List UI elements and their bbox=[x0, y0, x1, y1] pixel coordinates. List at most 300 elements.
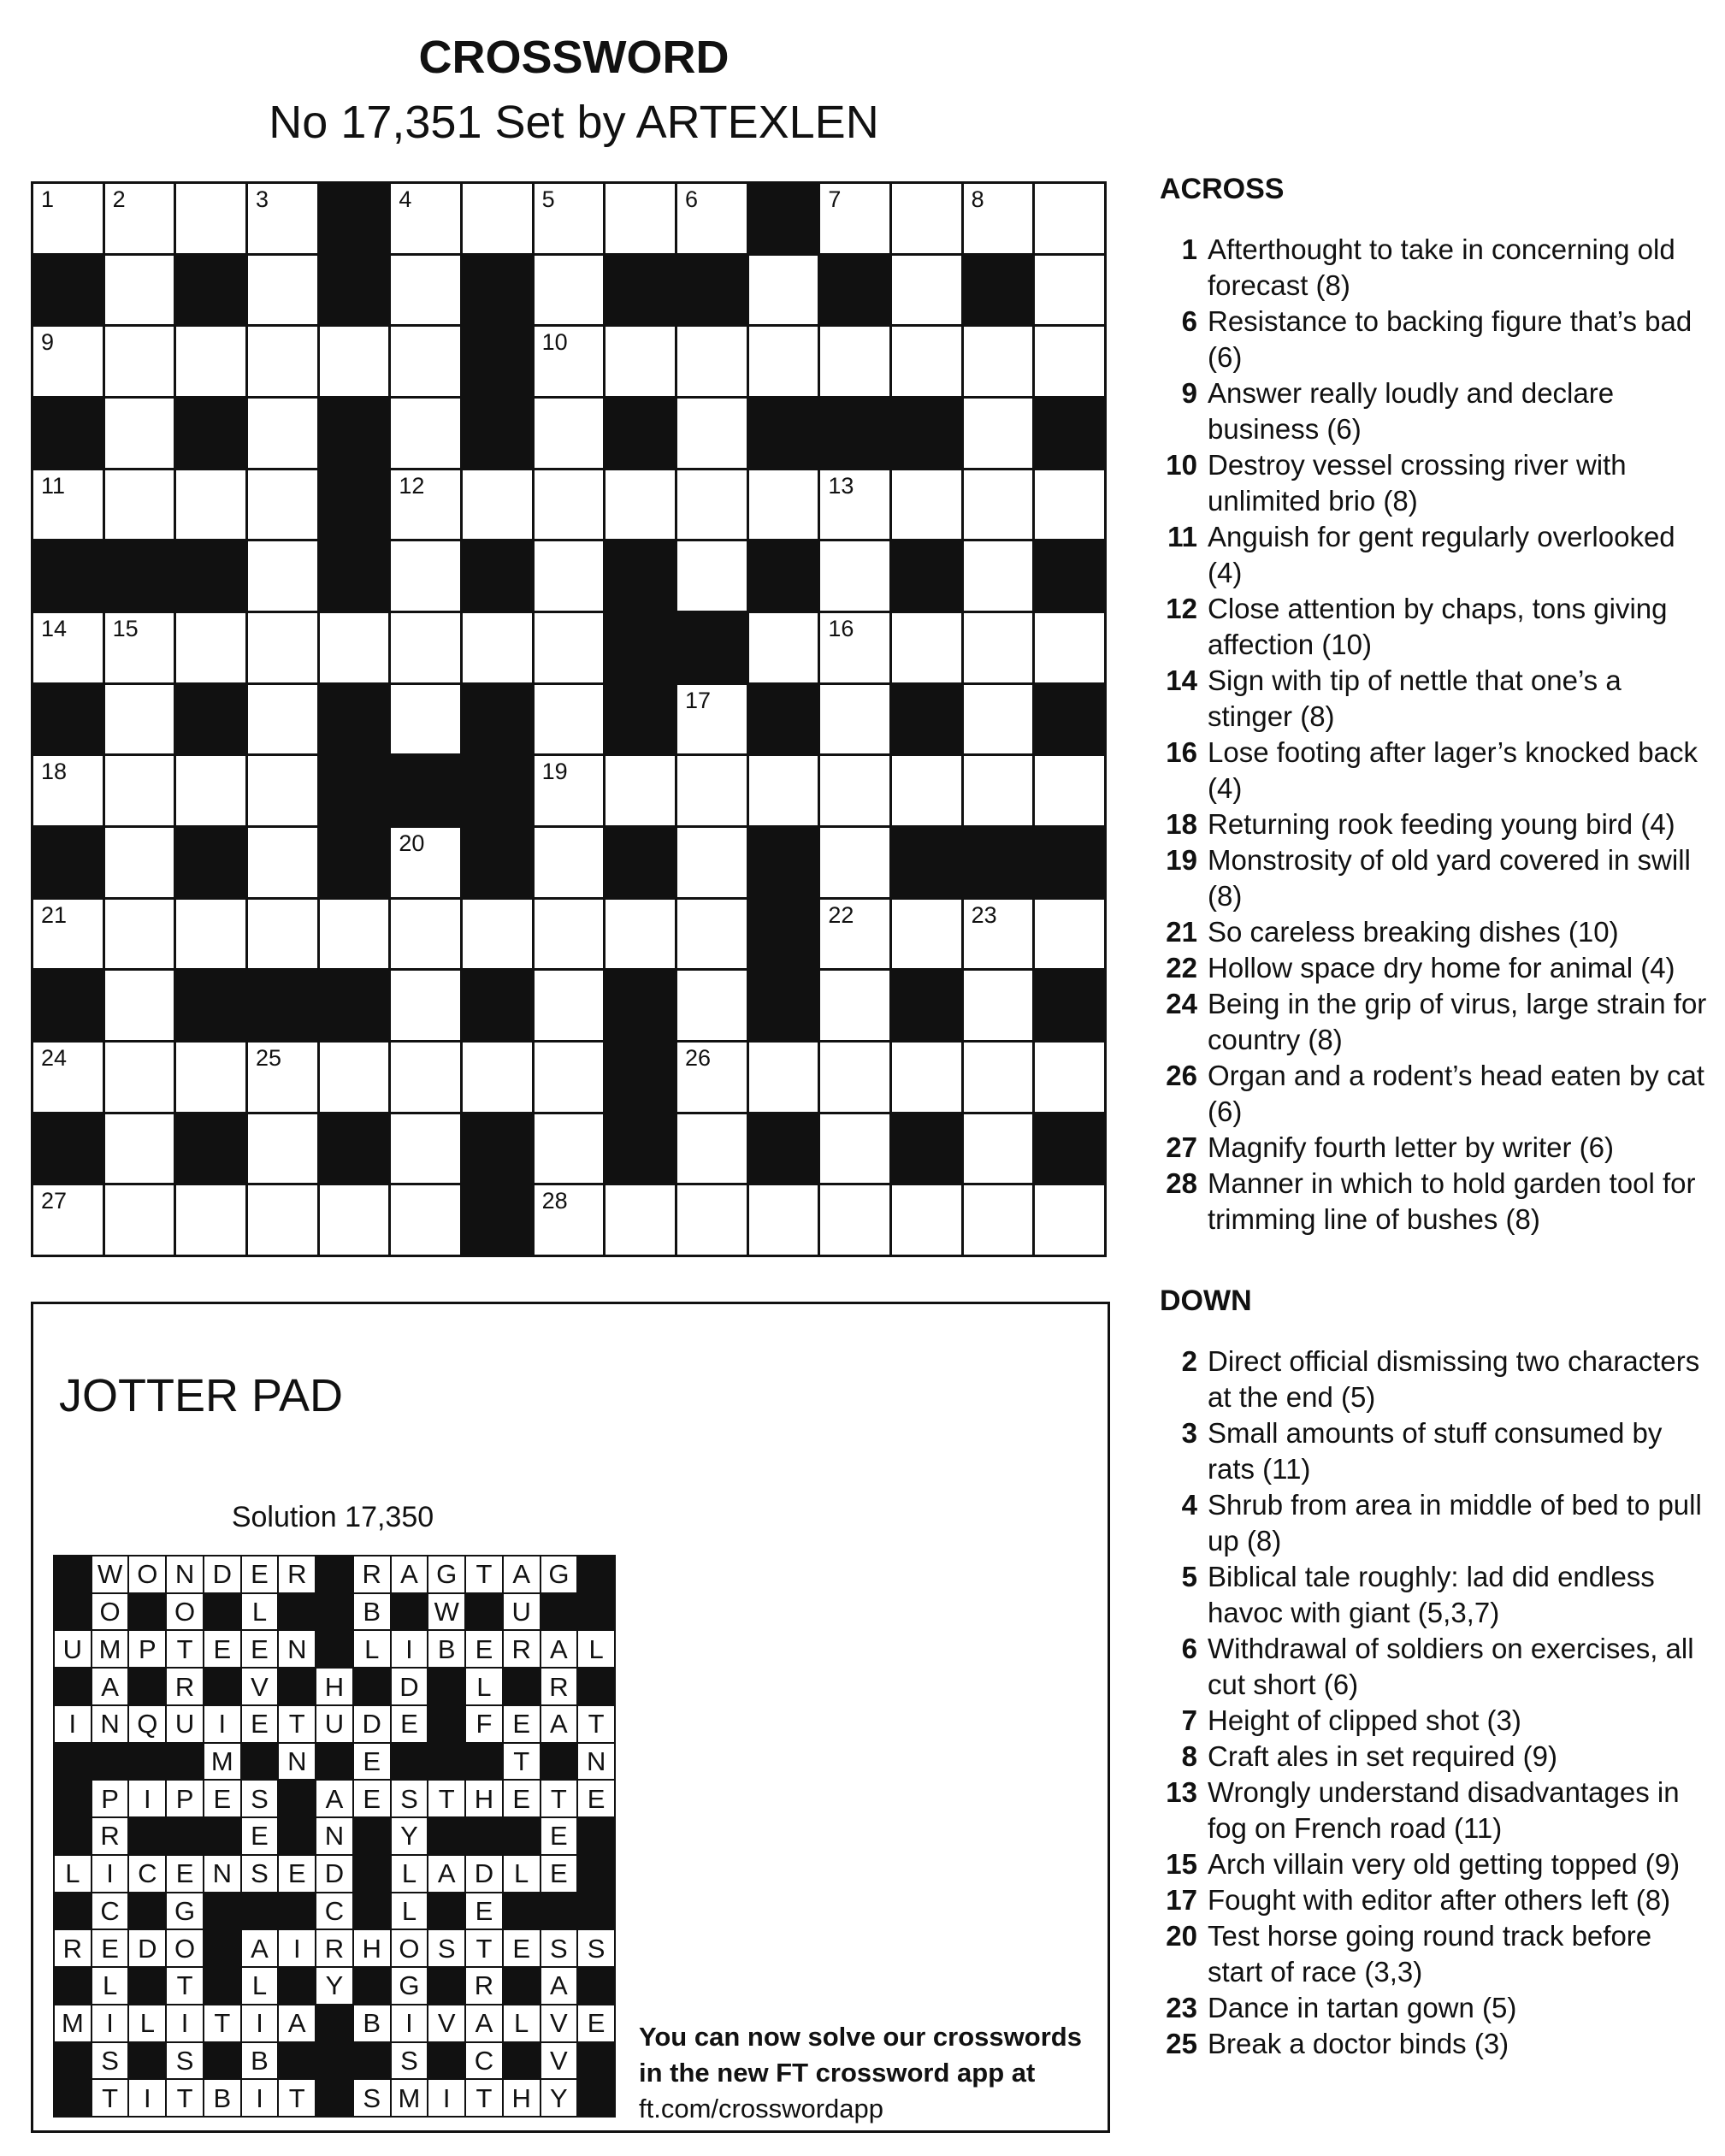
grid-cell[interactable] bbox=[33, 1185, 103, 1255]
grid-cell[interactable] bbox=[820, 828, 889, 897]
solution-block bbox=[354, 1669, 390, 1704]
grid-cell[interactable] bbox=[964, 399, 1033, 468]
grid-cell[interactable] bbox=[820, 541, 889, 611]
across-clue bbox=[1160, 842, 1707, 914]
across-clue bbox=[1160, 806, 1707, 842]
solution-block bbox=[55, 1781, 91, 1816]
grid-cell[interactable] bbox=[892, 327, 961, 396]
grid-cell[interactable] bbox=[964, 1185, 1033, 1255]
clue-number: 13 bbox=[1166, 1776, 1197, 1808]
grid-cell[interactable] bbox=[248, 1114, 317, 1184]
solution-block bbox=[92, 1744, 128, 1780]
clue-number: 7 bbox=[1181, 1704, 1197, 1736]
grid-cell[interactable] bbox=[1035, 256, 1104, 325]
grid-cell[interactable] bbox=[248, 327, 317, 396]
solution-letter: E bbox=[92, 1930, 128, 1966]
solution-block bbox=[204, 1930, 240, 1966]
grid-cell[interactable] bbox=[33, 900, 103, 969]
grid-cell[interactable] bbox=[964, 756, 1033, 825]
grid-cell[interactable] bbox=[892, 900, 961, 969]
grid-cell[interactable] bbox=[677, 327, 747, 396]
grid-cell[interactable] bbox=[677, 184, 747, 253]
grid-cell[interactable] bbox=[320, 900, 389, 969]
grid-cell[interactable] bbox=[176, 1043, 245, 1112]
crossword-title: CROSSWORD bbox=[418, 32, 730, 83]
solution-letter: E bbox=[504, 1781, 540, 1816]
solution-letter: I bbox=[392, 1631, 428, 1667]
solution-block bbox=[578, 2080, 614, 2116]
solution-block bbox=[204, 1594, 240, 1630]
solution-letter: U bbox=[316, 1706, 352, 1742]
solution-block bbox=[541, 1893, 577, 1929]
clue-text: Small amounts of stuff consumed by rats (11) bbox=[1208, 1417, 1663, 1485]
solution-letter: E bbox=[167, 1856, 203, 1892]
solution-block bbox=[428, 1706, 464, 1742]
solution-letter: Q bbox=[129, 1706, 165, 1742]
solution-letter: T bbox=[167, 2080, 203, 2116]
grid-cell[interactable] bbox=[820, 900, 889, 969]
clue-text: Break a doctor binds (3) bbox=[1208, 2028, 1509, 2059]
grid-cell[interactable] bbox=[1035, 327, 1104, 396]
grid-cell[interactable] bbox=[892, 1043, 961, 1112]
grid-cell[interactable] bbox=[964, 470, 1033, 540]
grid-cell[interactable] bbox=[749, 327, 818, 396]
grid-block bbox=[820, 399, 889, 468]
grid-cell[interactable] bbox=[33, 184, 103, 253]
across-clue bbox=[1160, 735, 1707, 806]
solution-block bbox=[428, 1968, 464, 2004]
grid-block bbox=[606, 1043, 675, 1112]
solution-letter: O bbox=[392, 1930, 428, 1966]
grid-cell[interactable] bbox=[391, 184, 460, 253]
solution-block bbox=[504, 1669, 540, 1704]
grid-cell[interactable] bbox=[105, 613, 174, 682]
grid-cell[interactable] bbox=[535, 184, 604, 253]
grid-cell[interactable] bbox=[105, 470, 174, 540]
down-clue bbox=[1160, 1487, 1707, 1559]
grid-cell[interactable] bbox=[749, 256, 818, 325]
grid-cell[interactable] bbox=[1035, 613, 1104, 682]
grid-cell[interactable] bbox=[248, 399, 317, 468]
solution-letter: G bbox=[167, 1893, 203, 1929]
clue-number: 20 bbox=[399, 830, 425, 856]
clue-number: 22 bbox=[828, 901, 854, 928]
grid-block bbox=[176, 1114, 245, 1184]
solution-letter: N bbox=[167, 1556, 203, 1592]
grid-cell[interactable] bbox=[320, 1185, 389, 1255]
solution-letter: C bbox=[129, 1856, 165, 1892]
clue-number: 3 bbox=[255, 186, 269, 212]
solution-block bbox=[129, 1893, 165, 1929]
clue-number: 19 bbox=[1166, 844, 1197, 876]
grid-cell[interactable] bbox=[33, 756, 103, 825]
solution-letter: T bbox=[466, 1930, 502, 1966]
grid-cell[interactable] bbox=[606, 900, 675, 969]
grid-cell[interactable] bbox=[248, 685, 317, 754]
grid-cell[interactable] bbox=[820, 756, 889, 825]
solution-block bbox=[279, 1669, 315, 1704]
clue-number: 17 bbox=[1166, 1884, 1197, 1916]
solution-letter: E bbox=[504, 1706, 540, 1742]
solution-block bbox=[354, 1893, 390, 1929]
grid-block bbox=[606, 685, 675, 754]
solution-letter: I bbox=[167, 2005, 203, 2041]
down-clue bbox=[1160, 1918, 1707, 1990]
grid-cell[interactable] bbox=[105, 828, 174, 897]
solution-letter: R bbox=[279, 1556, 315, 1592]
solution-letter: R bbox=[167, 1669, 203, 1704]
grid-cell[interactable] bbox=[1035, 1043, 1104, 1112]
grid-cell[interactable] bbox=[105, 1114, 174, 1184]
solution-block bbox=[55, 1744, 91, 1780]
grid-cell[interactable] bbox=[749, 756, 818, 825]
clue-number: 12 bbox=[399, 472, 425, 499]
grid-cell[interactable] bbox=[248, 184, 317, 253]
grid-cell[interactable] bbox=[33, 470, 103, 540]
grid-cell[interactable] bbox=[535, 756, 604, 825]
grid-cell[interactable] bbox=[33, 327, 103, 396]
solution-letter: I bbox=[92, 2005, 128, 2041]
solution-letter: V bbox=[242, 1669, 278, 1704]
grid-cell[interactable] bbox=[606, 756, 675, 825]
grid-cell[interactable] bbox=[391, 1043, 460, 1112]
clue-number: 2 bbox=[1181, 1345, 1197, 1377]
grid-cell[interactable] bbox=[606, 184, 675, 253]
grid-cell[interactable] bbox=[535, 470, 604, 540]
clue-number: 15 bbox=[1166, 1848, 1197, 1880]
grid-cell[interactable] bbox=[391, 541, 460, 611]
grid-block bbox=[964, 256, 1033, 325]
solution-letter: L bbox=[92, 1968, 128, 2004]
grid-cell[interactable] bbox=[248, 756, 317, 825]
grid-cell[interactable] bbox=[964, 900, 1033, 969]
grid-cell[interactable] bbox=[391, 470, 460, 540]
solution-letter: R bbox=[92, 1818, 128, 1854]
grid-block bbox=[463, 256, 532, 325]
grid-cell[interactable] bbox=[535, 1114, 604, 1184]
grid-cell[interactable] bbox=[248, 541, 317, 611]
grid-cell[interactable] bbox=[1035, 900, 1104, 969]
solution-block bbox=[279, 1968, 315, 2004]
grid-cell[interactable] bbox=[463, 1043, 532, 1112]
jotter-pad bbox=[31, 1302, 1110, 2133]
solution-letter: I bbox=[279, 1930, 315, 1966]
grid-cell[interactable] bbox=[677, 541, 747, 611]
grid-cell[interactable] bbox=[964, 541, 1033, 611]
grid-cell[interactable] bbox=[535, 399, 604, 468]
grid-cell[interactable] bbox=[248, 1043, 317, 1112]
grid-cell[interactable] bbox=[964, 184, 1033, 253]
solution-letter: A bbox=[541, 1968, 577, 2004]
grid-cell[interactable] bbox=[892, 470, 961, 540]
solution-letter: M bbox=[55, 2005, 91, 2041]
clue-number: 9 bbox=[1181, 377, 1197, 409]
clue-number: 1 bbox=[1181, 233, 1197, 265]
solution-block bbox=[354, 2043, 390, 2079]
grid-cell[interactable] bbox=[677, 1185, 747, 1255]
grid-cell[interactable] bbox=[391, 327, 460, 396]
grid-cell[interactable] bbox=[820, 1043, 889, 1112]
grid-cell[interactable] bbox=[820, 1185, 889, 1255]
solution-block bbox=[55, 1818, 91, 1854]
solution-block bbox=[55, 1893, 91, 1929]
grid-cell[interactable] bbox=[391, 256, 460, 325]
grid-block bbox=[320, 399, 389, 468]
grid-cell[interactable] bbox=[391, 828, 460, 897]
grid-cell[interactable] bbox=[463, 613, 532, 682]
clue-number: 23 bbox=[971, 901, 997, 928]
grid-cell[interactable] bbox=[892, 184, 961, 253]
clue-text: Fought with editor after others left (8) bbox=[1208, 1884, 1671, 1916]
grid-cell[interactable] bbox=[535, 1185, 604, 1255]
clue-number: 25 bbox=[1166, 2028, 1197, 2059]
grid-cell[interactable] bbox=[535, 971, 604, 1040]
grid-cell[interactable] bbox=[535, 1043, 604, 1112]
grid-cell[interactable] bbox=[535, 828, 604, 897]
grid-cell[interactable] bbox=[606, 470, 675, 540]
solution-block bbox=[55, 1594, 91, 1630]
grid-block bbox=[892, 971, 961, 1040]
grid-cell[interactable] bbox=[176, 470, 245, 540]
grid-cell[interactable] bbox=[535, 613, 604, 682]
solution-letter: E bbox=[466, 1631, 502, 1667]
solution-letter: L bbox=[392, 1893, 428, 1929]
grid-cell[interactable] bbox=[964, 971, 1033, 1040]
solution-letter: E bbox=[242, 1556, 278, 1592]
grid-cell[interactable] bbox=[677, 900, 747, 969]
grid-block bbox=[606, 256, 675, 325]
grid-cell[interactable] bbox=[105, 756, 174, 825]
grid-cell[interactable] bbox=[535, 900, 604, 969]
grid-cell[interactable] bbox=[391, 1185, 460, 1255]
grid-cell[interactable] bbox=[320, 1043, 389, 1112]
grid-cell[interactable] bbox=[892, 756, 961, 825]
grid-cell[interactable] bbox=[105, 399, 174, 468]
grid-cell[interactable] bbox=[105, 971, 174, 1040]
grid-block bbox=[749, 541, 818, 611]
solution-block bbox=[428, 1893, 464, 1929]
grid-cell[interactable] bbox=[749, 1185, 818, 1255]
grid-cell[interactable] bbox=[176, 1185, 245, 1255]
grid-cell[interactable] bbox=[391, 1114, 460, 1184]
grid-cell[interactable] bbox=[248, 828, 317, 897]
solution-letter: A bbox=[466, 2005, 502, 2041]
solution-letter: Y bbox=[541, 2080, 577, 2116]
grid-cell[interactable] bbox=[535, 327, 604, 396]
grid-cell[interactable] bbox=[33, 613, 103, 682]
grid-cell[interactable] bbox=[248, 470, 317, 540]
grid-cell[interactable] bbox=[677, 1114, 747, 1184]
grid-cell[interactable] bbox=[820, 613, 889, 682]
solution-letter: B bbox=[354, 1594, 390, 1630]
grid-block bbox=[33, 828, 103, 897]
grid-cell[interactable] bbox=[320, 613, 389, 682]
grid-cell[interactable] bbox=[964, 1114, 1033, 1184]
grid-cell[interactable] bbox=[677, 399, 747, 468]
grid-cell[interactable] bbox=[176, 613, 245, 682]
grid-cell[interactable] bbox=[964, 327, 1033, 396]
grid-block bbox=[320, 828, 389, 897]
grid-cell[interactable] bbox=[105, 685, 174, 754]
clue-number: 28 bbox=[1166, 1167, 1197, 1199]
solution-letter: A bbox=[504, 1556, 540, 1592]
grid-cell[interactable] bbox=[964, 1043, 1033, 1112]
grid-cell[interactable] bbox=[176, 184, 245, 253]
grid-cell[interactable] bbox=[1035, 756, 1104, 825]
solution-block bbox=[466, 1744, 502, 1780]
solution-grid bbox=[53, 1555, 616, 2118]
solution-letter: D bbox=[354, 1706, 390, 1742]
grid-block bbox=[749, 971, 818, 1040]
grid-cell[interactable] bbox=[105, 1185, 174, 1255]
solution-letter: Y bbox=[392, 1818, 428, 1854]
grid-block bbox=[1035, 541, 1104, 611]
grid-block bbox=[749, 828, 818, 897]
solution-block bbox=[242, 1744, 278, 1780]
grid-cell[interactable] bbox=[391, 613, 460, 682]
grid-cell[interactable] bbox=[391, 399, 460, 468]
grid-cell[interactable] bbox=[677, 828, 747, 897]
clue-text: Shrub from area in middle of bed to pull up (8) bbox=[1208, 1489, 1702, 1556]
grid-cell[interactable] bbox=[749, 470, 818, 540]
solution-letter: I bbox=[242, 2080, 278, 2116]
grid-cell[interactable] bbox=[535, 256, 604, 325]
grid-cell[interactable] bbox=[248, 900, 317, 969]
grid-block bbox=[1035, 685, 1104, 754]
grid-cell[interactable] bbox=[892, 256, 961, 325]
clue-number: 25 bbox=[255, 1044, 282, 1071]
solution-letter: T bbox=[279, 1706, 315, 1742]
solution-letter: L bbox=[578, 1631, 614, 1667]
grid-cell[interactable] bbox=[391, 971, 460, 1040]
grid-block bbox=[677, 256, 747, 325]
grid-cell[interactable] bbox=[1035, 184, 1104, 253]
down-clue bbox=[1160, 1846, 1707, 1882]
grid-cell[interactable] bbox=[105, 900, 174, 969]
grid-block bbox=[176, 541, 245, 611]
grid-cell[interactable] bbox=[248, 256, 317, 325]
grid-cell[interactable] bbox=[820, 971, 889, 1040]
solution-letter: P bbox=[129, 1631, 165, 1667]
clue-number: 24 bbox=[41, 1044, 68, 1071]
solution-letter: N bbox=[204, 1856, 240, 1892]
solution-block bbox=[428, 1669, 464, 1704]
grid-cell[interactable] bbox=[606, 1185, 675, 1255]
grid-cell[interactable] bbox=[820, 470, 889, 540]
solution-block bbox=[541, 1594, 577, 1630]
grid-cell[interactable] bbox=[176, 900, 245, 969]
grid-cell[interactable] bbox=[176, 327, 245, 396]
solution-block bbox=[428, 1818, 464, 1854]
grid-cell[interactable] bbox=[1035, 470, 1104, 540]
solution-letter: C bbox=[316, 1893, 352, 1929]
grid-block bbox=[749, 1114, 818, 1184]
grid-cell[interactable] bbox=[749, 613, 818, 682]
clue-text: Arch villain very old getting topped (9) bbox=[1208, 1848, 1681, 1880]
solution-letter: A bbox=[428, 1856, 464, 1892]
solution-letter: F bbox=[466, 1706, 502, 1742]
grid-cell[interactable] bbox=[105, 256, 174, 325]
grid-cell[interactable] bbox=[176, 756, 245, 825]
grid-cell[interactable] bbox=[1035, 1185, 1104, 1255]
grid-block bbox=[606, 541, 675, 611]
grid-cell[interactable] bbox=[606, 327, 675, 396]
grid-cell[interactable] bbox=[33, 1043, 103, 1112]
grid-cell[interactable] bbox=[391, 685, 460, 754]
grid-cell[interactable] bbox=[535, 685, 604, 754]
grid-block bbox=[606, 828, 675, 897]
down-heading: DOWN bbox=[1160, 1285, 1252, 1317]
solution-letter: G bbox=[541, 1556, 577, 1592]
clue-number: 6 bbox=[684, 186, 699, 212]
grid-cell[interactable] bbox=[463, 184, 532, 253]
grid-cell[interactable] bbox=[248, 1185, 317, 1255]
grid-cell[interactable] bbox=[248, 613, 317, 682]
solution-block bbox=[55, 1968, 91, 2004]
clue-text: Organ and a rodent’s head eaten by cat (6) bbox=[1208, 1060, 1704, 1127]
grid-cell[interactable] bbox=[391, 900, 460, 969]
grid-cell[interactable] bbox=[820, 327, 889, 396]
grid-cell[interactable] bbox=[535, 541, 604, 611]
grid-cell[interactable] bbox=[463, 470, 532, 540]
solution-letter: N bbox=[279, 1744, 315, 1780]
solution-block bbox=[129, 2043, 165, 2079]
solution-letter: P bbox=[167, 1781, 203, 1816]
grid-cell[interactable] bbox=[677, 971, 747, 1040]
grid-cell[interactable] bbox=[677, 1043, 747, 1112]
clue-text: Answer really loudly and declare business (6) bbox=[1208, 377, 1615, 445]
solution-letter: N bbox=[316, 1818, 352, 1854]
grid-block bbox=[463, 971, 532, 1040]
grid-cell[interactable] bbox=[964, 685, 1033, 754]
grid-cell[interactable] bbox=[677, 756, 747, 825]
solution-block bbox=[129, 1594, 165, 1630]
grid-cell[interactable] bbox=[320, 327, 389, 396]
grid-cell[interactable] bbox=[820, 1114, 889, 1184]
solution-block bbox=[316, 2043, 352, 2079]
grid-cell[interactable] bbox=[105, 1043, 174, 1112]
grid-block bbox=[606, 971, 675, 1040]
grid-cell[interactable] bbox=[820, 685, 889, 754]
grid-block bbox=[749, 900, 818, 969]
grid-cell[interactable] bbox=[820, 184, 889, 253]
grid-cell[interactable] bbox=[964, 613, 1033, 682]
grid-cell[interactable] bbox=[105, 327, 174, 396]
grid-cell[interactable] bbox=[892, 1185, 961, 1255]
grid-cell[interactable] bbox=[105, 184, 174, 253]
solution-block bbox=[316, 1744, 352, 1780]
clue-number: 15 bbox=[112, 615, 139, 641]
across-clue-list bbox=[1160, 232, 1707, 1237]
solution-letter: Y bbox=[316, 1968, 352, 2004]
grid-cell[interactable] bbox=[677, 685, 747, 754]
solution-block bbox=[354, 1968, 390, 2004]
across-clue bbox=[1160, 304, 1707, 375]
grid-cell[interactable] bbox=[677, 470, 747, 540]
solution-block bbox=[316, 2080, 352, 2116]
grid-cell[interactable] bbox=[463, 900, 532, 969]
grid-block bbox=[1035, 1114, 1104, 1184]
grid-block bbox=[176, 828, 245, 897]
solution-block bbox=[541, 1744, 577, 1780]
grid-cell[interactable] bbox=[892, 613, 961, 682]
jotter-pad-title: JOTTER PAD bbox=[59, 1370, 344, 1421]
solution-letter: L bbox=[129, 2005, 165, 2041]
solution-block bbox=[466, 1594, 502, 1630]
across-clue bbox=[1160, 232, 1707, 304]
solution-block bbox=[204, 1893, 240, 1929]
grid-cell[interactable] bbox=[749, 1043, 818, 1112]
